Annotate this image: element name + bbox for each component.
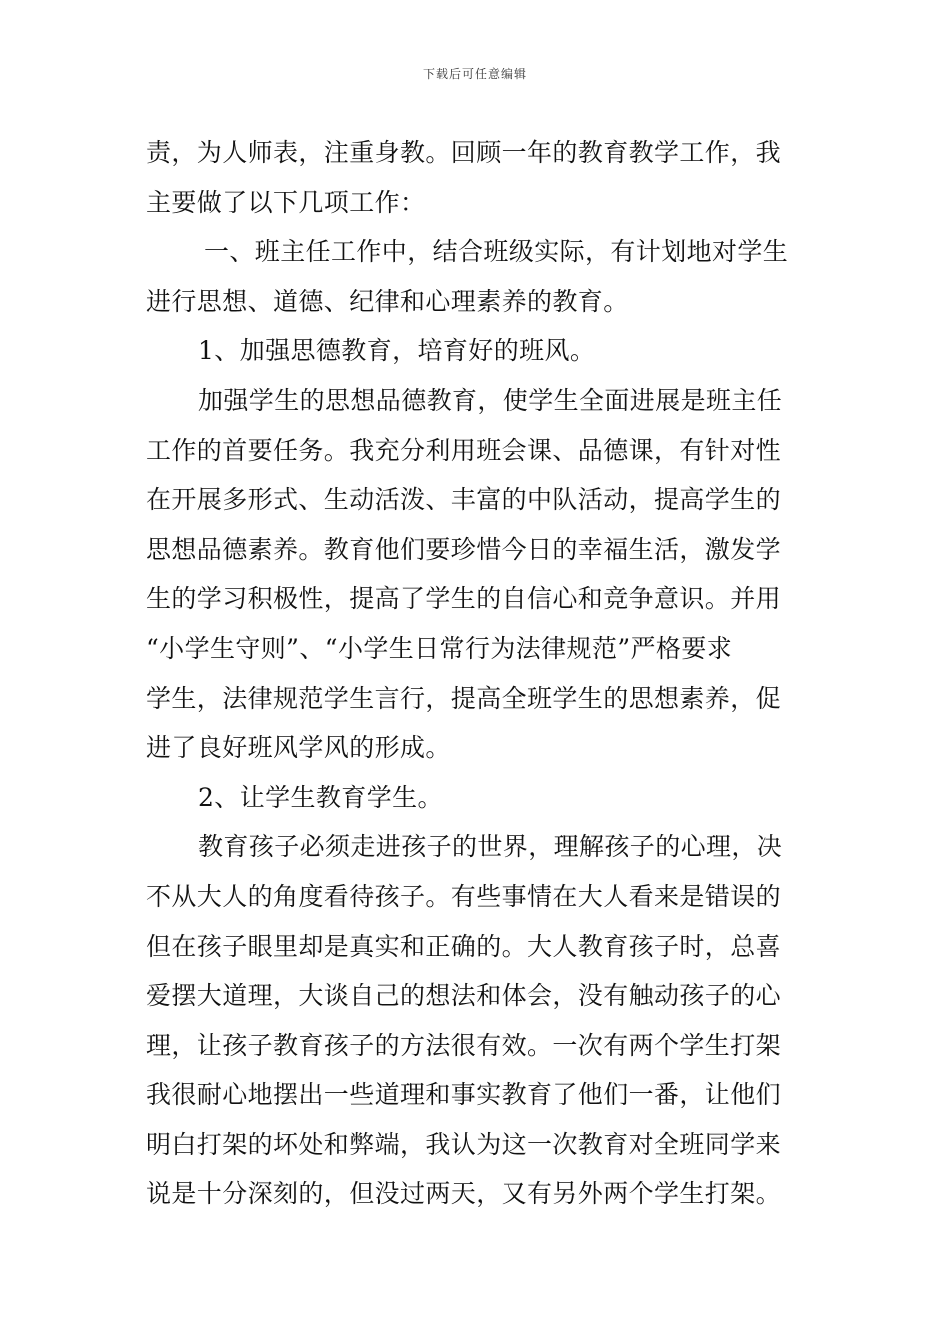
body-line: 责，为人师表，注重身教。回顾一年的教育教学工作，我 xyxy=(146,138,782,167)
paragraph-start: 加强学生的思想品德教育，使学生全面进展是班主任 xyxy=(198,385,783,415)
body-line: “小学生守则”、“小学生日常行为法律规范”严格要求 xyxy=(146,633,733,663)
section-heading: 一、班主任工作中，结合班级实际，有计划地对学生 xyxy=(204,237,789,267)
body-line: 工作的首要任务。我充分利用班会课、品德课，有针对性 xyxy=(146,435,782,465)
body-line: 明白打架的坏处和弊端，我认为这一次教育对全班同学来 xyxy=(146,1129,782,1159)
body-line: 爱摆大道理，大谈自己的想法和体会，没有触动孩子的心 xyxy=(146,981,782,1011)
subsection-heading: 2、让学生教育学生。 xyxy=(198,782,443,812)
body-line: 进行思想、道德、纪律和心理素养的教育。 xyxy=(146,286,629,316)
body-line: 在开展多形式、生动活泼、丰富的中队活动，提高学生的 xyxy=(146,485,782,515)
paragraph-start: 教育孩子必须走进孩子的世界，理解孩子的心理，决 xyxy=(198,832,783,862)
body-line: 进了良好班风学风的形成。 xyxy=(146,733,451,763)
body-line: 主要做了以下几项工作： xyxy=(146,187,426,217)
page-header-note: 下载后可任意编辑 xyxy=(422,67,527,81)
body-line: 学生，法律规范学生言行，提高全班学生的思想素养，促 xyxy=(146,683,782,713)
subsection-heading: 1、加强思德教育，培育好的班风。 xyxy=(198,336,596,366)
body-line: 我很耐心地摆出一些道理和事实教育了他们一番，让他们 xyxy=(146,1080,782,1110)
body-line: 但在孩子眼里却是真实和正确的。大人教育孩子时，总喜 xyxy=(146,931,782,961)
body-line: 理，让孩子教育孩子的方法很有效。一次有两个学生打架 xyxy=(146,1030,782,1060)
document-body xyxy=(146,128,810,1219)
body-line: 不从大人的角度看待孩子。有些事情在大人看来是错误的 xyxy=(146,881,782,911)
body-line: 生的学习积极性，提高了学生的自信心和竞争意识。并用 xyxy=(146,584,782,614)
body-line: 思想品德素养。教育他们要珍惜今日的幸福生活，激发学 xyxy=(146,534,782,564)
body-line: 说是十分深刻的，但没过两天，又有另外两个学生打架。 xyxy=(146,1179,782,1209)
